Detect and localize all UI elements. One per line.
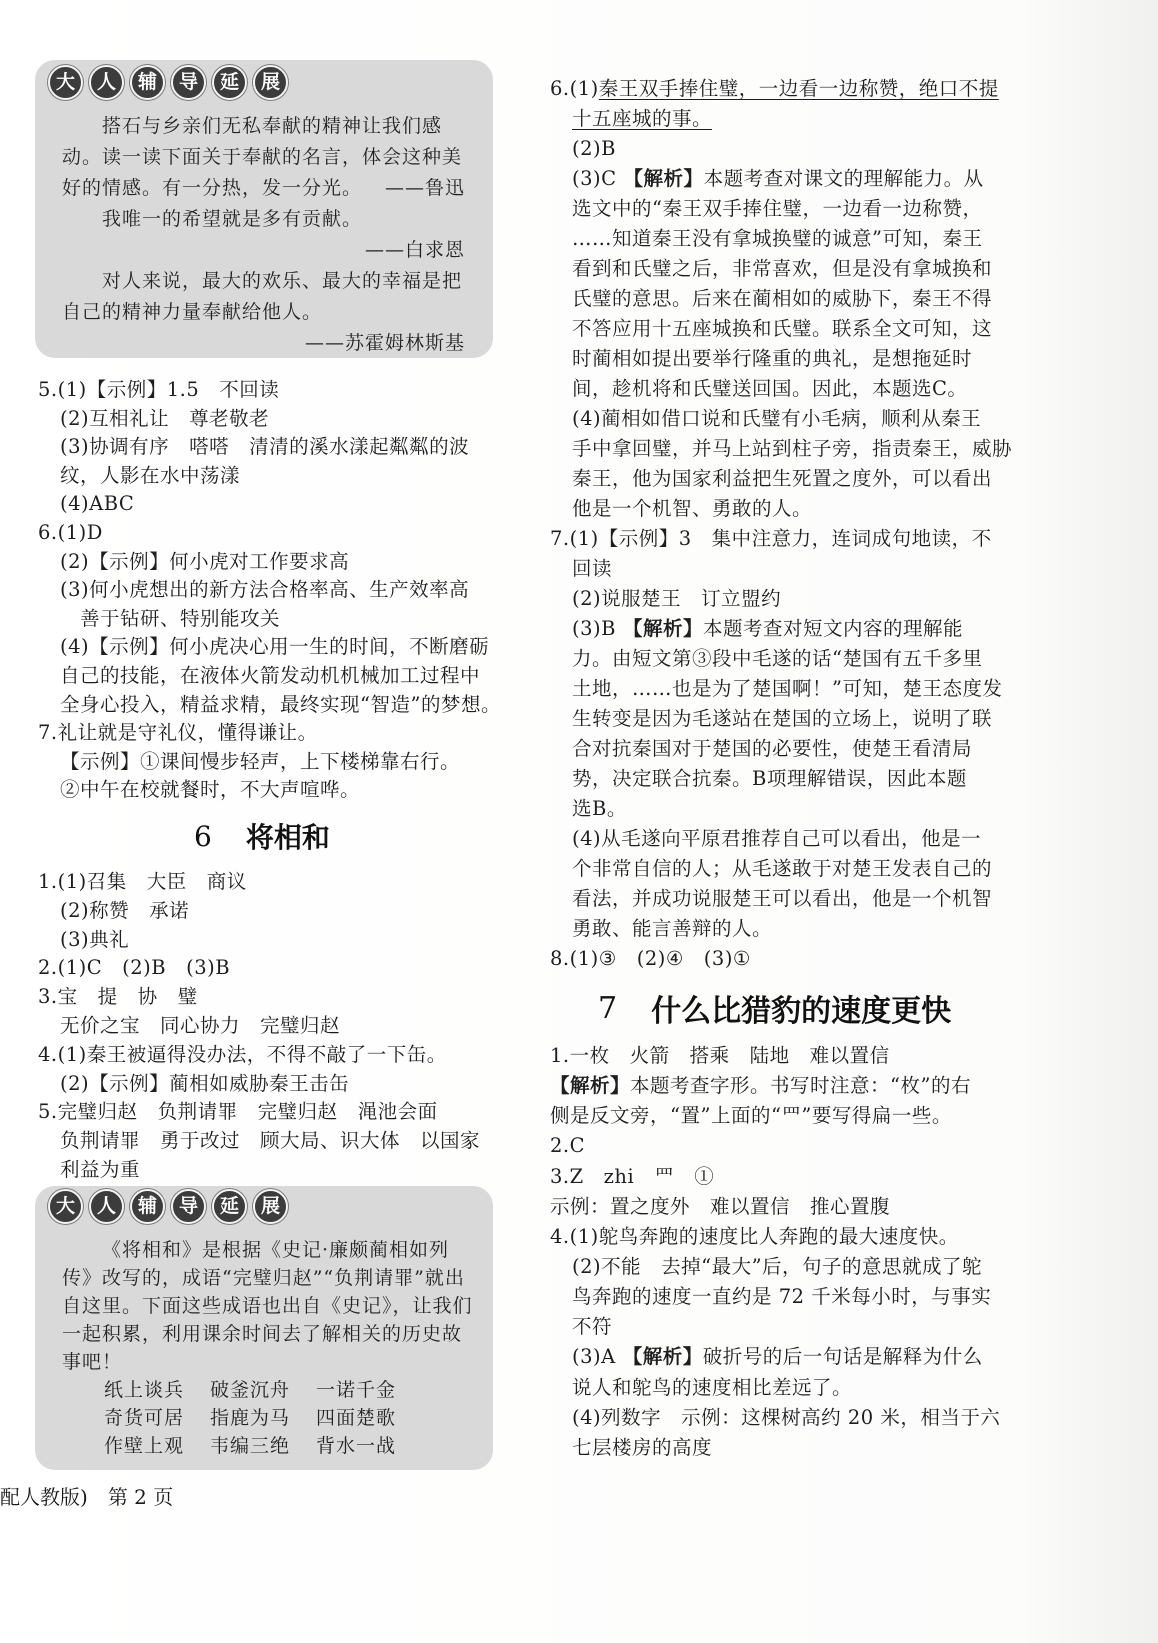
answer-line: 负荆请罪 勇于改过 顾大局、识大体 以国家 xyxy=(60,1129,481,1153)
page-footer xyxy=(0,1483,173,1511)
answer-line xyxy=(550,1071,1000,1101)
tips-text-line: 事吧！ xyxy=(62,1351,123,1373)
badge-char: 人 xyxy=(89,65,124,100)
answer-line: 1.一枚 火箭 搭乘 陆地 难以置信 xyxy=(550,1044,890,1067)
answer-line: 2.(1)C (2)B (3)B xyxy=(38,956,231,980)
lesson-5-answers xyxy=(38,376,501,805)
answer-line: 3.宝 提 协 璧 xyxy=(38,985,198,1009)
idiom-row xyxy=(62,1404,465,1432)
quote-attribution: ——白求恩 xyxy=(364,239,465,261)
answer-line: 生转变是因为毛遂站在楚国的立场上，说明了联 xyxy=(572,707,993,730)
answer-line: 【示例】①课间慢步轻声，上下楼梯靠右行。 xyxy=(60,749,461,773)
answer-line: 势，决定联合抗秦。B项理解错误，因此本题 xyxy=(572,767,967,790)
analysis-label: 【解析】 xyxy=(550,1074,631,1098)
analysis-text: 破折号的后一句话是解释为什么 xyxy=(702,1345,983,1369)
badge-char: 展 xyxy=(253,1189,288,1224)
answer-line: (2)【示例】何小虎对工作要求高 xyxy=(60,549,350,573)
quote-text: 好的情感。有一分热，发一分光。 xyxy=(62,177,363,199)
answer-line: ②中午在校就餐时，不大声喧哗。 xyxy=(60,778,361,802)
answer-line xyxy=(550,1342,1000,1372)
answer-line: 无价之宝 同心协力 完璧归赵 xyxy=(60,1013,341,1037)
tips-text-line: 动。读一读下面关于奉献的名言，体会这种美 xyxy=(62,146,463,168)
answer-line: (2)说服楚王 订立盟约 xyxy=(572,587,782,610)
analysis-label: 【解析】 xyxy=(622,1345,703,1369)
answer-line: 选文中的“秦王双手捧住璧，一边看一边称赞， xyxy=(572,197,983,220)
analysis-text: 本题考查对课文的理解能力。从 xyxy=(703,167,984,190)
page-number: 第 2 页 xyxy=(107,1485,174,1509)
answer-line: (2)称赞 承诺 xyxy=(60,898,190,922)
tips-text-line: 对人来说，最大的欢乐、最大的幸福是把 xyxy=(102,270,463,292)
edition-label: 配人教版) xyxy=(0,1485,88,1509)
tips-box-text xyxy=(62,1236,473,1460)
answer-line: 个非常自信的人；从毛遂敢于对楚王发表自己的 xyxy=(572,857,993,880)
quote-attribution: ——鲁迅 xyxy=(384,177,465,199)
analysis-text: 本题考查字形。书写时注意：“枚”的右 xyxy=(630,1074,971,1098)
answer-line: 4.(1)秦王被逼得没办法，不得不敲了一下缶。 xyxy=(38,1042,447,1066)
idiom: 韦编三绝 xyxy=(210,1435,291,1457)
answer-line: 2.C xyxy=(550,1134,586,1158)
answer-line: 看到和氏璧之后，非常喜欢，但是没有拿城换和 xyxy=(572,257,993,280)
answer-line: 示例：置之度外 难以置信 推心置腹 xyxy=(550,1194,891,1218)
answer-line: 合对抗秦国对于楚国的必要性，使楚王看清局 xyxy=(572,737,973,760)
question-number: (3)A xyxy=(572,1345,616,1369)
answer-line: 自己的技能，在液体火箭发动机机械加工过程中 xyxy=(60,663,481,687)
idiom-row xyxy=(62,1432,465,1460)
answer-line: 全身心投入，精益求精，最终实现“智造”的梦想。 xyxy=(60,692,501,716)
underlined-answer: 秦王双手捧住璧，一边看一边称赞，绝口不提 xyxy=(598,77,999,100)
answer-line: (2)互相礼让 尊老敬老 xyxy=(60,406,270,430)
answer-line: (4)蔺相如借口说和氏璧有小毛病，顺利从秦王 xyxy=(572,407,982,430)
lesson-6-answers xyxy=(38,868,480,1185)
answer-line: 7.(1)【示例】3 集中注意力，连词成句地读，不 xyxy=(550,527,992,550)
answer-line: 间，趁机将和氏璧送回国。因此，本题选C。 xyxy=(572,377,968,400)
answer-line: ……知道秦王没有拿城换璧的诚意”可知，秦王 xyxy=(572,227,983,250)
tips-box-dedication-quotes xyxy=(35,60,493,358)
question-number: 6.(1) xyxy=(550,77,599,100)
answer-line: 4.(1)鸵鸟奔跑的速度比人奔跑的最大速度快。 xyxy=(550,1224,959,1248)
badge-char: 人 xyxy=(89,1189,124,1224)
tips-text-line: 一起积累，利用课余时间去了解相关的历史故 xyxy=(62,1323,463,1345)
answer-line: 时蔺相如提出要举行隆重的典礼，是想拖延时 xyxy=(572,347,973,370)
answer-line: 鸟奔跑的速度一直约是 72 千米每小时，与事实 xyxy=(572,1285,992,1309)
lesson-6-reading-answers xyxy=(550,74,1012,974)
badge-char: 辅 xyxy=(130,65,165,100)
answer-line: 1.(1)召集 大臣 商议 xyxy=(38,870,247,893)
answer-line: 纹，人影在水中荡漾 xyxy=(60,463,241,487)
answer-line: (4)ABC xyxy=(60,492,135,516)
badge-char: 延 xyxy=(212,1189,247,1224)
answer-line: 5.(1)【示例】1.5 不回读 xyxy=(38,378,280,401)
idiom: 背水一战 xyxy=(316,1435,397,1457)
idiom: 破釜沉舟 xyxy=(210,1379,291,1401)
question-number: (3)B xyxy=(572,617,616,640)
answer-line: (4)从毛遂向平原君推荐自己可以看出，他是一 xyxy=(572,827,982,850)
idiom: 奇货可居 xyxy=(104,1407,185,1429)
answer-line: 七层楼房的高度 xyxy=(572,1435,713,1459)
answer-line xyxy=(550,164,1012,194)
quote-attribution: ——苏霍姆林斯基 xyxy=(304,332,465,354)
answer-line: 回读 xyxy=(572,557,613,580)
badge-char: 展 xyxy=(253,65,288,100)
tips-text-line: 传》改写的，成语“完璧归赵”“负荆请罪”就出 xyxy=(62,1267,465,1289)
answer-line: 他是一个机智、勇敢的人。 xyxy=(572,497,813,520)
answer-line: (2)B xyxy=(572,137,616,160)
analysis-label: 【解析】 xyxy=(622,617,703,640)
tips-box-text xyxy=(62,111,465,359)
tips-text-line xyxy=(62,173,465,204)
answer-line: 6.(1)D xyxy=(38,520,103,544)
answer-line: 选B。 xyxy=(572,797,627,820)
answer-line: 勇敢、能言善辩的人。 xyxy=(572,917,773,940)
answer-line: 力。由短文第③段中毛遂的话“楚国有五千多里 xyxy=(572,647,983,670)
question-number: (3)C xyxy=(572,167,617,190)
tips-text-line: 我唯一的希望就是多有贡献。 xyxy=(102,208,363,230)
answer-line: 不符 xyxy=(572,1315,613,1339)
tips-box-idioms xyxy=(35,1186,493,1470)
answer-line: 7.礼让就是守礼仪，懂得谦让。 xyxy=(38,721,318,745)
badge-char: 辅 xyxy=(130,1189,165,1224)
idiom: 四面楚歌 xyxy=(316,1407,397,1429)
answer-line: (4)列数字 示例：这棵树高约 20 米，相当于六 xyxy=(572,1405,1001,1429)
answer-line: 不答应用十五座城换和氏璧。联系全文可知，这 xyxy=(572,317,993,340)
badge-char: 大 xyxy=(48,1189,83,1224)
tips-badge-row xyxy=(48,65,288,100)
lesson-title: 将相和 xyxy=(245,821,330,854)
answer-line: (3)典礼 xyxy=(60,927,130,951)
answer-line: 氏璧的意思。后来在蔺相如的威胁下，秦王不得 xyxy=(572,287,993,310)
idiom: 一诺千金 xyxy=(316,1379,397,1401)
lesson-title: 什么比猎豹的速度更快 xyxy=(651,994,952,1029)
idiom-row xyxy=(62,1376,465,1404)
lesson-number: 7 xyxy=(598,990,618,1026)
answer-line: 土地，……也是为了楚国啊！”可知，楚王态度发 xyxy=(572,677,1003,700)
answer-line: 看法，并成功说服楚王可以看出，他是一个机智 xyxy=(572,887,993,910)
answer-line: 说人和鸵鸟的速度相比差远了。 xyxy=(572,1375,853,1399)
badge-char: 导 xyxy=(171,1189,206,1224)
answer-line: (3)何小虎想出的新方法合格率高、生产效率高 xyxy=(60,578,470,602)
answer-line: 善于钻研、特别能攻关 xyxy=(80,606,281,630)
answer-line xyxy=(550,74,1012,104)
lesson-7-answers xyxy=(550,1041,1000,1463)
answer-line: (2)【示例】蔺相如威胁秦王击缶 xyxy=(60,1071,350,1095)
answer-line: 8.(1)③ (2)④ (3)① xyxy=(550,947,751,970)
tips-text-line: 自这里。下面这些成语也出自《史记》，让我们 xyxy=(62,1295,473,1317)
badge-char: 导 xyxy=(171,65,206,100)
tips-text-line: 自己的精神力量奉献给他人。 xyxy=(62,301,323,323)
tips-text-line: 《将相和》是根据《史记·廉颇蔺相如列 xyxy=(102,1239,450,1261)
answer-line: 3.Z zhi 罒 ① xyxy=(550,1164,715,1188)
lesson-6-heading xyxy=(194,818,330,854)
tips-badge-row xyxy=(48,1189,288,1224)
analysis-text: 本题考查对短文内容的理解能 xyxy=(702,617,963,640)
idiom: 作壁上观 xyxy=(104,1435,185,1457)
answer-line: 侧是反文旁，“置”上面的“罒”要写得扁一些。 xyxy=(550,1104,952,1128)
answer-line xyxy=(550,104,1012,134)
tips-text-line: 搭石与乡亲们无私奉献的精神让我们感 xyxy=(102,115,443,137)
answer-line: 手中拿回璧，并马上站到柱子旁，指责秦王，威胁 xyxy=(572,437,1013,460)
idiom: 指鹿为马 xyxy=(210,1407,291,1429)
lesson-7-heading xyxy=(598,989,951,1027)
answer-line: (4)【示例】何小虎决心用一生的时间，不断磨砺 xyxy=(60,635,490,659)
answer-line xyxy=(550,614,1012,644)
answer-line: 5.完璧归赵 负荆请罪 完璧归赵 渑池会面 xyxy=(38,1100,438,1124)
underlined-answer: 十五座城的事。 xyxy=(572,107,713,130)
answer-line: (3)协调有序 嗒嗒 清清的溪水漾起粼粼的波 xyxy=(60,435,470,459)
badge-char: 大 xyxy=(48,65,83,100)
answer-line: 秦王，他为国家利益把生死置之度外，可以看出 xyxy=(572,467,993,490)
answer-line: 利益为重 xyxy=(60,1157,141,1181)
badge-char: 延 xyxy=(212,65,247,100)
answer-line: (2)不能 去掉“最大”后，句子的意思就成了鸵 xyxy=(572,1254,983,1278)
idiom: 纸上谈兵 xyxy=(104,1379,185,1401)
lesson-number: 6 xyxy=(194,819,212,853)
analysis-label: 【解析】 xyxy=(623,167,704,190)
